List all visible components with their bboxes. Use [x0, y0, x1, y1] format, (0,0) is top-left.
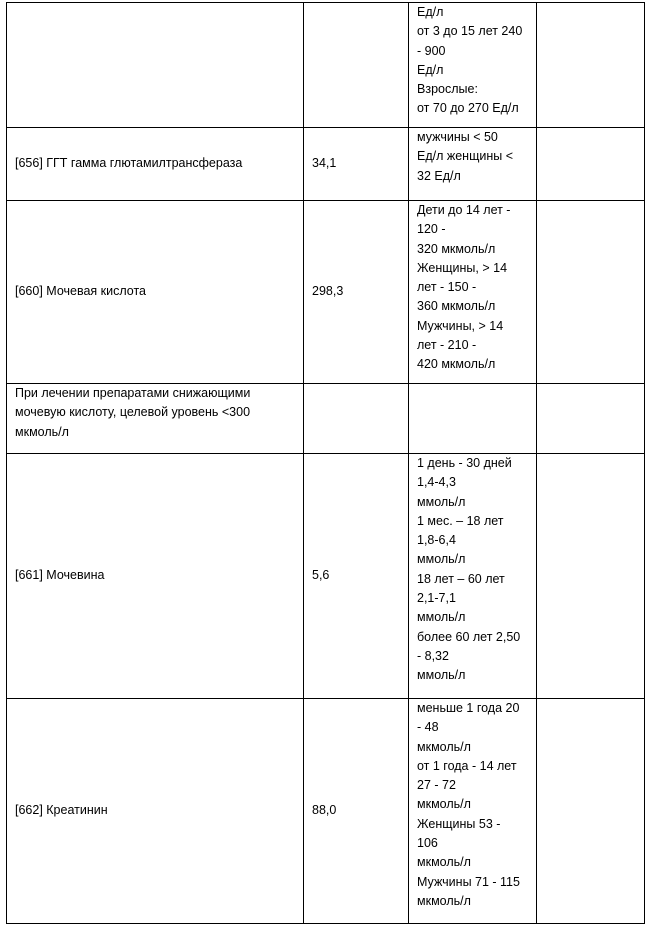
test-name-cell: [662] Креатинин	[7, 699, 304, 924]
result-value-cell	[304, 3, 409, 128]
lab-results-table	[6, 2, 645, 924]
reference-line: - 8,32	[417, 648, 449, 663]
result-value-cell: 34,1	[304, 128, 409, 201]
reference-line: 1 мес. – 18 лет	[417, 513, 504, 528]
reference-range-cell	[409, 454, 537, 699]
reference-line: мкмоль/л	[417, 893, 471, 908]
extra-cell	[537, 384, 645, 454]
reference-range-cell	[409, 699, 537, 924]
treatment-note-cell: При лечении препаратами снижающими мочевую кислоту, целевой уровень <300 мкмоль/л	[7, 384, 304, 454]
reference-line: Взрослые:	[417, 82, 478, 97]
table-row	[7, 201, 645, 384]
reference-line: лет - 210 -	[417, 338, 477, 353]
test-name-cell	[7, 3, 304, 128]
extra-cell	[537, 454, 645, 699]
reference-line: мкмоль/л	[417, 739, 471, 754]
result-value-cell: 88,0	[304, 699, 409, 924]
test-name-cell: [661] Мочевина	[7, 454, 304, 699]
reference-line: 106	[417, 836, 438, 851]
reference-line: мкмоль/л	[417, 797, 471, 812]
table-row	[7, 454, 645, 699]
reference-line: Ед/л	[417, 62, 444, 77]
reference-line: Женщины 53 -	[417, 816, 501, 831]
reference-line: от 3 до 15 лет 240	[417, 24, 523, 39]
reference-line: мкмоль/л	[417, 855, 471, 870]
reference-range-cell	[409, 384, 537, 454]
reference-line: более 60 лет 2,50	[417, 629, 521, 644]
reference-line: Ед/л женщины <	[417, 149, 514, 164]
reference-line: 1,4-4,3	[417, 475, 456, 490]
reference-line: лет - 150 -	[417, 280, 477, 295]
reference-line: 320 мкмоль/л	[417, 241, 496, 256]
reference-line: от 1 года - 14 лет	[417, 758, 517, 773]
extra-cell	[537, 201, 645, 384]
test-name-cell: [656] ГГТ гамма глютамилтрансфераза	[7, 128, 304, 201]
table-row	[7, 699, 645, 924]
reference-line: Ед/л	[417, 5, 444, 19]
extra-cell	[537, 699, 645, 924]
table-row	[7, 3, 645, 128]
reference-range-cell	[409, 3, 537, 128]
reference-line: Женщины, > 14	[417, 260, 508, 275]
reference-line: Мужчины, > 14	[417, 318, 504, 333]
reference-line: 1,8-6,4	[417, 533, 456, 548]
reference-line: ммоль/л	[417, 668, 466, 683]
reference-range-cell	[409, 128, 537, 201]
reference-line: 18 лет – 60 лет	[417, 571, 505, 586]
reference-line: Дети до 14 лет -	[417, 203, 511, 217]
extra-cell	[537, 3, 645, 128]
reference-range-cell	[409, 201, 537, 384]
reference-line: 32 Ед/л	[417, 168, 461, 183]
result-value-cell: 298,3	[304, 201, 409, 384]
reference-line: ммоль/л	[417, 610, 466, 625]
table-row	[7, 384, 645, 454]
extra-cell	[537, 128, 645, 201]
reference-line: - 48	[417, 720, 439, 735]
reference-line: Мужчины 71 - 115	[417, 874, 520, 889]
reference-line: 420 мкмоль/л	[417, 357, 496, 372]
test-name-cell: [660] Мочевая кислота	[7, 201, 304, 384]
reference-line: ммоль/л	[417, 552, 466, 567]
table-row	[7, 128, 645, 201]
reference-line: 120 -	[417, 222, 446, 237]
reference-line: 360 мкмоль/л	[417, 299, 496, 314]
reference-line: мужчины < 50	[417, 130, 498, 144]
reference-line: меньше 1 года 20	[417, 701, 520, 715]
reference-line: ммоль/л	[417, 494, 466, 509]
reference-line: 2,1-7,1	[417, 591, 456, 606]
reference-line: 27 - 72	[417, 778, 456, 793]
reference-line: 1 день - 30 дней	[417, 456, 512, 470]
reference-line: от 70 до 270 Ед/л	[417, 101, 519, 116]
result-value-cell	[304, 384, 409, 454]
result-value-cell: 5,6	[304, 454, 409, 699]
reference-line: - 900	[417, 43, 446, 58]
